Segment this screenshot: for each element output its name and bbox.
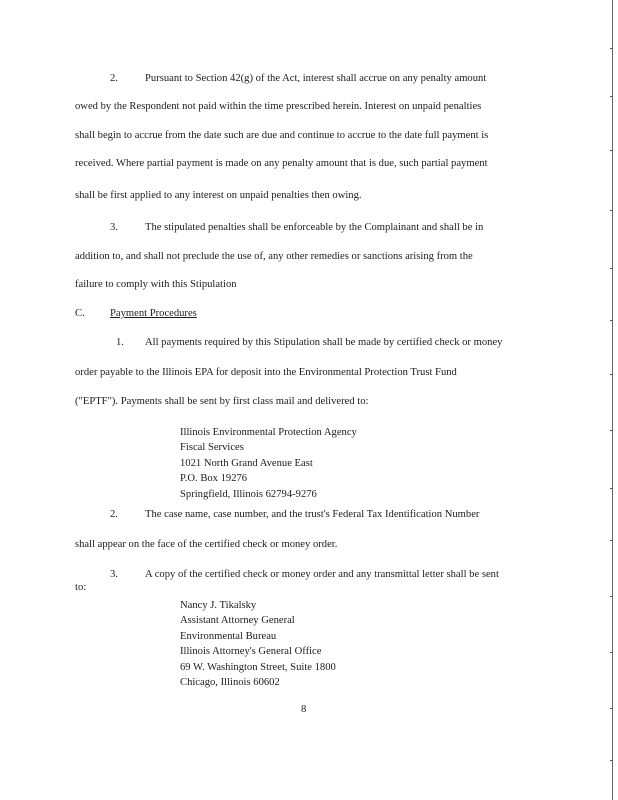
scan-tick-mark <box>610 540 613 541</box>
address-line: Nancy J. Tikalsky <box>180 600 257 611</box>
paragraph-line: shall be first applied to any interest on unpaid penalties then owing. <box>75 190 362 201</box>
scan-tick-mark <box>610 430 613 431</box>
scan-edge-line <box>612 0 613 800</box>
scan-tick-mark <box>610 210 613 211</box>
scan-tick-mark <box>610 268 613 269</box>
section-heading: Payment Procedures <box>110 308 197 319</box>
paragraph-line: addition to, and shall not preclude the use of, any other remedies or sanctions arising from the <box>75 251 473 262</box>
paragraph-line: The stipulated penalties shall be enforceable by the Complainant and shall be in <box>145 222 484 233</box>
scan-tick-mark <box>610 48 613 49</box>
address-block-epa <box>180 425 357 502</box>
paragraph-line: The case name, case number, and the trust's Federal Tax Identification Number <box>145 509 480 520</box>
paragraph-line: received. Where partial payment is made on any penalty amount that is due, such partial payment <box>75 158 488 169</box>
paragraph-line: order payable to the Illinois EPA for deposit into the Environmental Protection Trust Fund <box>75 367 457 378</box>
page-number: 8 <box>301 704 307 715</box>
section-letter: C. <box>75 308 85 319</box>
paragraph-line: A copy of the certified check or money order and any transmittal letter shall be sent <box>145 569 499 580</box>
address-line: Environmental Bureau <box>180 630 277 642</box>
address-line: P.O. Box 19276 <box>180 473 248 485</box>
scan-tick-mark <box>610 150 613 151</box>
scan-tick-mark <box>610 652 613 653</box>
scan-tick-mark <box>610 760 613 761</box>
paragraph-line: Pursuant to Section 42(g) of the Act, interest shall accrue on any penalty amount <box>145 73 487 84</box>
address-line: Assistant Attorney General <box>180 615 295 627</box>
paragraph-number: 3. <box>110 569 118 580</box>
paragraph-number: 2. <box>110 73 118 84</box>
paragraph-line: owed by the Respondent not paid within the time prescribed herein. Interest on unpaid penalties <box>75 101 482 112</box>
paragraph-number: 2. <box>110 509 118 520</box>
paragraph-line: to: <box>75 582 87 593</box>
address-line: 1021 North Grand Avenue East <box>180 457 313 469</box>
address-line: Illinois Attorney's General Office <box>180 646 322 658</box>
paragraph-line: failure to comply with this Stipulation <box>75 279 237 290</box>
scan-tick-mark <box>610 596 613 597</box>
paragraph-line: All payments required by this Stipulation shall be made by certified check or money <box>145 337 503 348</box>
scan-tick-mark <box>610 708 613 709</box>
paragraph-line: ("EPTF"). Payments shall be sent by first class mail and delivered to: <box>75 396 369 407</box>
scan-tick-mark <box>610 488 613 489</box>
address-line: Illinois Environmental Protection Agency <box>180 427 357 438</box>
paragraph-line: shall begin to accrue from the date such are due and continue to accrue to the date full payment is <box>75 130 489 141</box>
address-block-attorney <box>180 598 336 690</box>
scan-tick-mark <box>610 320 613 321</box>
address-line: Springfield, Illinois 62794-9276 <box>180 488 317 500</box>
paragraph-line: shall appear on the face of the certified check or money order. <box>75 539 338 550</box>
scan-tick-mark <box>610 374 613 375</box>
paragraph-number: 3. <box>110 222 118 233</box>
paragraph-number: 1. <box>116 337 124 348</box>
address-line: Chicago, Illinois 60602 <box>180 676 280 688</box>
scan-tick-mark <box>610 96 613 97</box>
address-line: 69 W. Washington Street, Suite 1800 <box>180 661 336 673</box>
address-line: Fiscal Services <box>180 442 244 454</box>
